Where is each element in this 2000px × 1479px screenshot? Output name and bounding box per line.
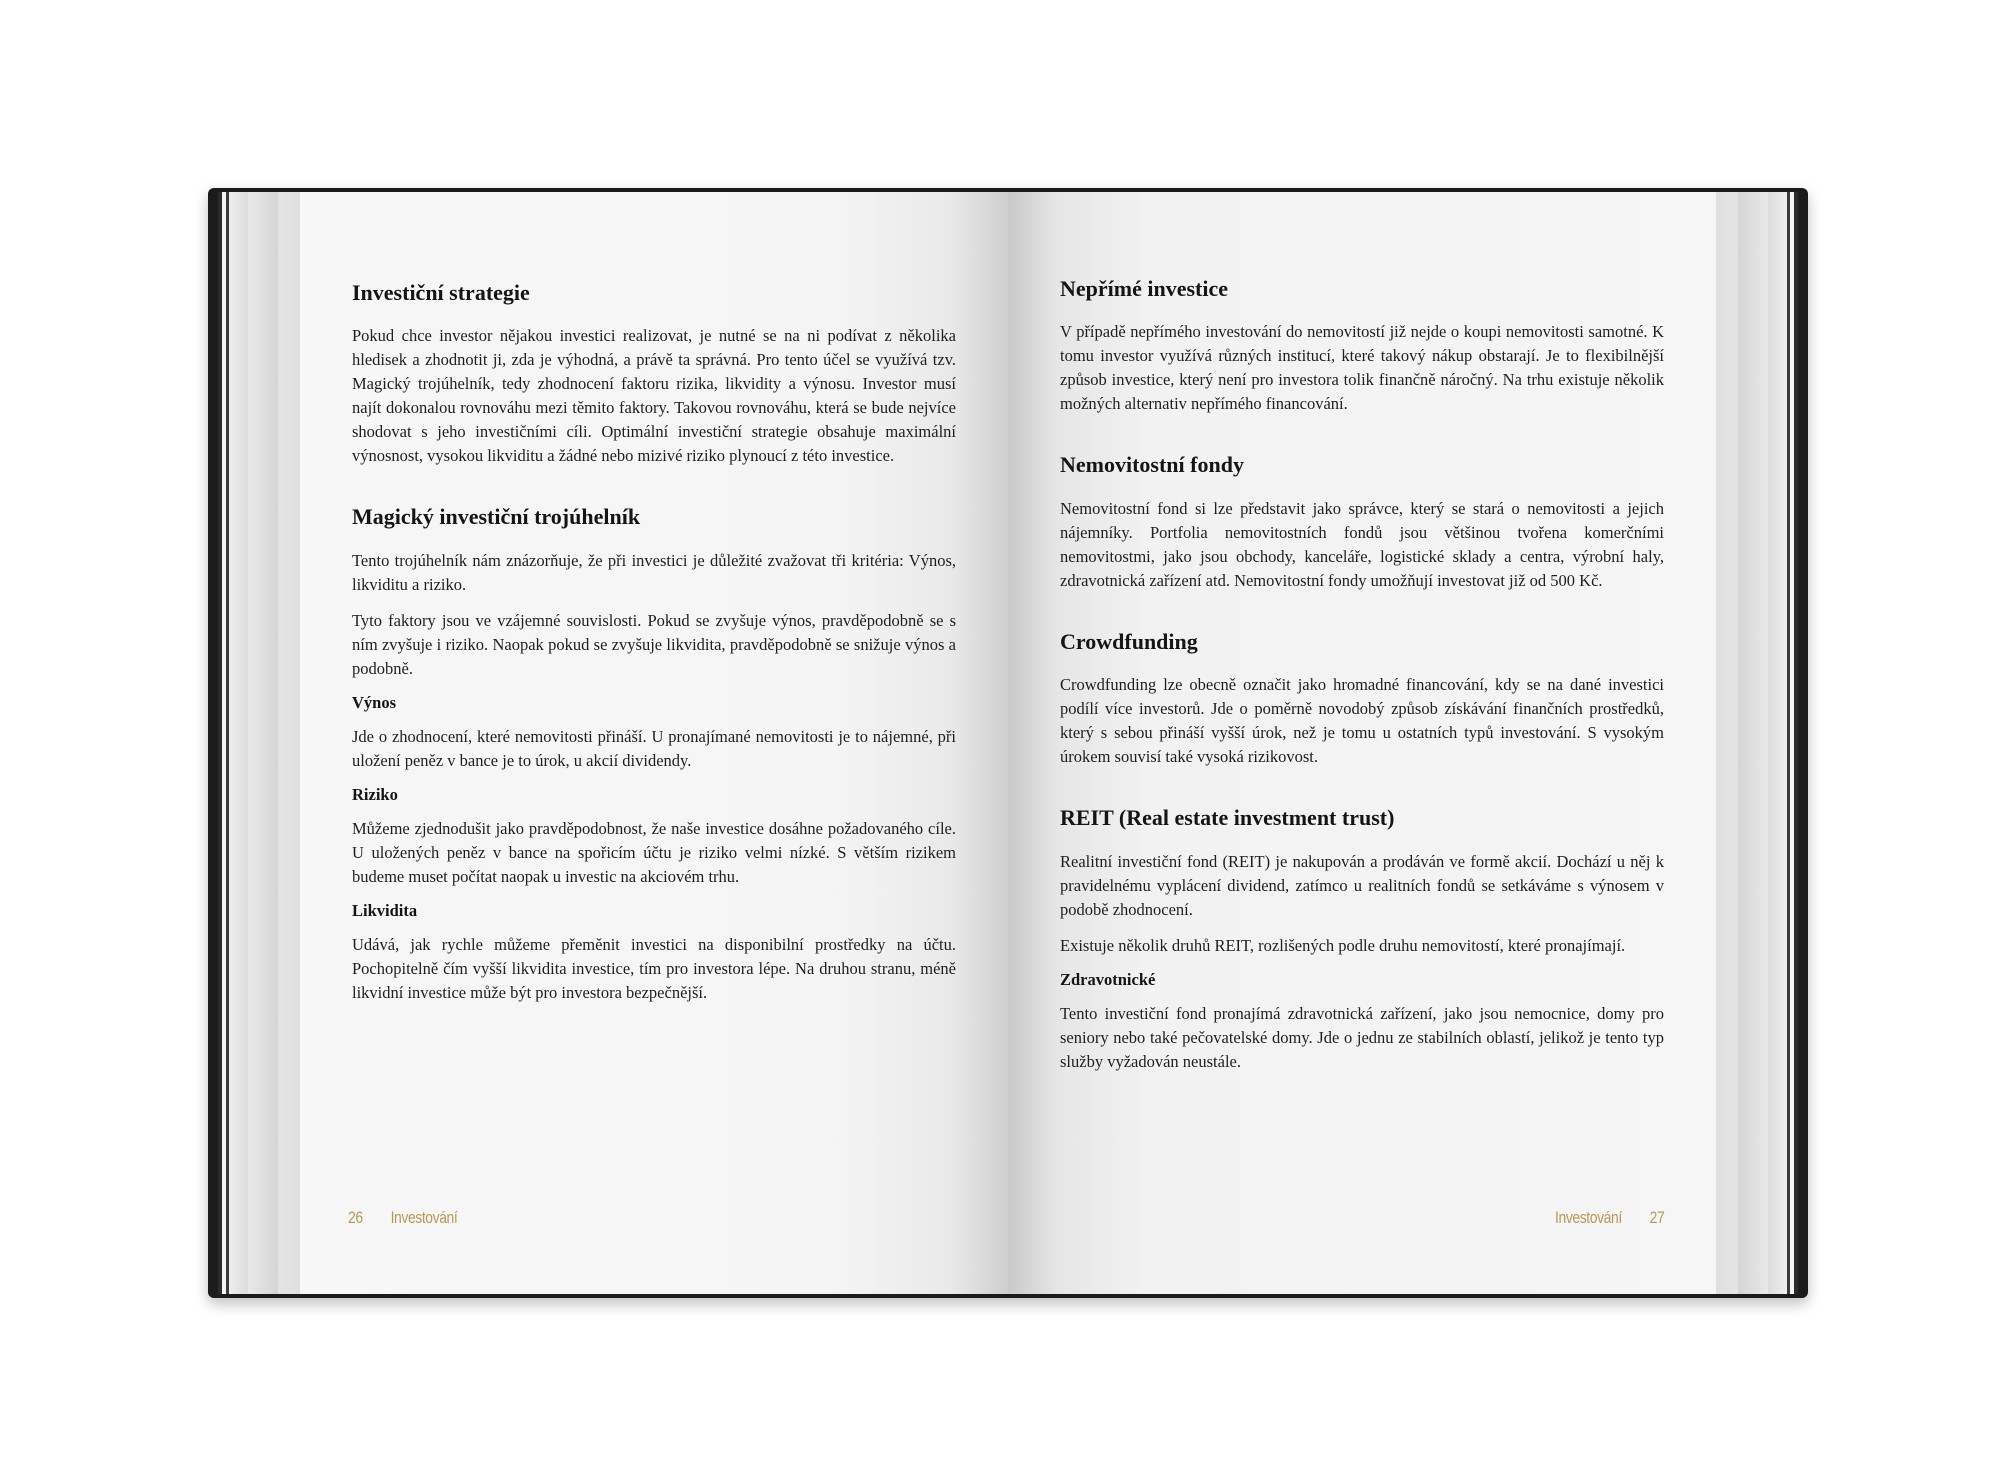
section-magicky-trojuhelnik <box>352 504 956 1004</box>
section-heading: Nepřímé investice <box>1060 276 1228 301</box>
left-page-content <box>352 280 956 1017</box>
left-page-edges <box>218 192 310 1294</box>
section-heading: REIT (Real estate investment trust) <box>1060 805 1395 831</box>
right-page-footer <box>1555 1208 1664 1228</box>
paragraph: Tento investiční fond pronajímá zdravotnická zařízení, jako jsou nemocnice, domy pro seniory nebo také pečovatelské domy. Jde o jednu ze stabilních oblastí, jelikož je tento typ služby vyžadován neustále. <box>1060 1003 1664 1071</box>
open-book <box>208 188 1808 1298</box>
paragraph: Jde o zhodnocení, které nemovitosti přináší. U pronajímané nemovitosti je to nájemné, při uložení peněz v bance je to úrok, u akcií dividendy. <box>352 726 956 770</box>
subsection-heading-vynos: Výnos <box>352 692 397 712</box>
section-crowdfunding <box>1060 629 1664 769</box>
section-heading: Nemovitostní fondy <box>1060 452 1244 478</box>
subsection-heading-zdravotnicke: Zdravotnické <box>1060 969 1156 989</box>
left-page <box>300 192 1008 1294</box>
paragraph: Pokud chce investor nějakou investici realizovat, je nutné se na ni podívat z několika hledisek a zhodnotit ji, zda je výhodná, a právě ta správná. Pro tento účel se využívá tzv. Magický trojúhelník, tedy zhodnocení faktoru rizika, likvidity a výnosu. Investor musí najít dokonalou rovnováhu mezi těmito faktory. Takovou rovnováhu, která se bude nejvíce shodovat s jeho investičními cíli. Optimální investiční strategie obsahuje maximální výnosnost, vysokou likviditu a žádné nebo mizivé riziko plynoucí z této investice. <box>352 326 956 466</box>
section-heading: Crowdfunding <box>1060 628 1198 654</box>
subsection-heading-likvidita: Likvidita <box>352 900 418 920</box>
section-heading: Investiční strategie <box>352 280 530 305</box>
left-page-footer <box>348 1208 457 1228</box>
paragraph: Můžeme zjednodušit jako pravděpodobnost, že naše investice dosáhne požadovaného cíle. U uložených peněz v bance na spořicím účtu je riziko velmi nízké. S větším rizikem budeme muset počítat naopak u investic na akciovém trhu. <box>352 818 956 886</box>
page-number: 26 <box>348 1208 363 1227</box>
paragraph: Udává, jak rychle můžeme přeměnit investici na disponibilní prostředky na účtu. Pochopitelně čím vyšší likvidita investice, tím pro investora lépe. Na druhou stranu, méně likvidní investice může být pro investora bezpečnější. <box>352 934 956 1002</box>
paragraph: Tyto faktory jsou ve vzájemné souvislosti. Pokud se zvyšuje výnos, pravděpodobně se s ním zvyšuje i riziko. Naopak pokud se zvyšuje likvidita, pravděpodobně se snižuje výnos a podobně. <box>352 610 956 678</box>
paragraph: Crowdfunding lze obecně označit jako hromadné financování, kdy se na dané investici podílí více investorů. Jde o poměrně novodobý způsob získávání finančních prostředků, který s sebou přináší vyšší úrok, než je tomu u ostatních typů investování. S vysokým úrokem souvisí také vysoká rizikovost. <box>1060 675 1664 767</box>
section-heading: Magický investiční trojúhelník <box>352 504 641 530</box>
right-page-content <box>1060 276 1664 1086</box>
right-page <box>1008 192 1716 1294</box>
running-title: Investování <box>390 1208 458 1227</box>
paragraph: Realitní investiční fond (REIT) je nakupován a prodáván ve formě akcií. Dochází u něj k pravidelnému vyplácení dividend, zatímco u realitních fondů se setkáváme s výnosem v podobě zhodnocení. <box>1060 851 1664 919</box>
subsection-heading-riziko: Riziko <box>352 784 398 804</box>
section-reit <box>1060 805 1664 1073</box>
paragraph: Existuje několik druhů REIT, rozlišených podle druhu nemovitostí, které pronajímají. <box>1060 935 1626 955</box>
section-nemovitostni-fondy <box>1060 452 1664 592</box>
right-page-edges <box>1706 192 1798 1294</box>
paragraph: Nemovitostní fond si lze představit jako správce, který se stará o nemovitosti a jejich nájemníky. Portfolia nemovitostních fondů jsou většinou tvořena komerčními nemovitostmi, jako jsou obchody, kanceláře, logistické sklady a centra, výrobní haly, zdravotnická zařízení atd. Nemovitostní fondy umožňují investovat již od 500 Kč. <box>1060 498 1664 590</box>
running-title: Investování <box>1554 1208 1622 1227</box>
section-neprime-investice <box>1060 276 1664 416</box>
paragraph: Tento trojúhelník nám znázorňuje, že při investici je důležité zvažovat tři kritéria: Výnos, likviditu a riziko. <box>352 550 956 594</box>
section-investicni-strategie <box>352 280 956 468</box>
paragraph: V případě nepřímého investování do nemovitostí již nejde o koupi nemovitosti samotné. K tomu investor využívá různých institucí, které takový nákup obstarají. Je to flexibilnější způsob investice, který není pro investora tolik finančně náročný. Na trhu existuje několik možných alternativ nepřímého financování. <box>1060 322 1664 414</box>
page-number: 27 <box>1649 1208 1664 1227</box>
